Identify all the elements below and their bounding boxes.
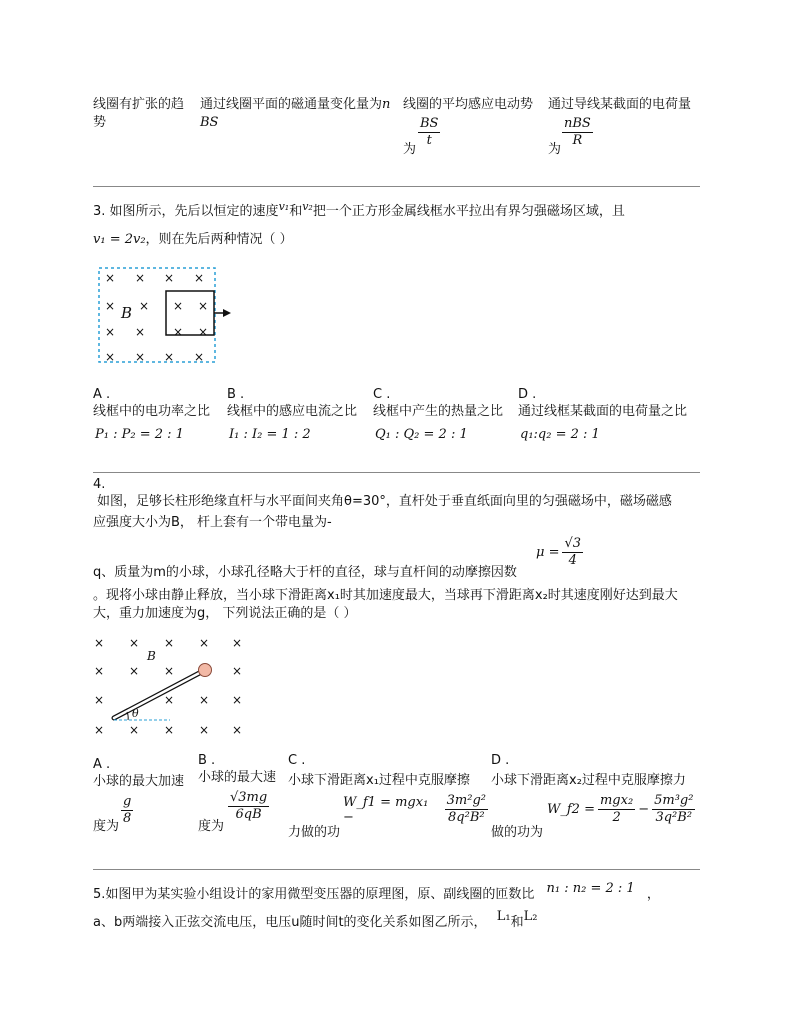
cross-icon: × [199, 723, 210, 737]
q4-figure [92, 632, 252, 738]
option-formula: P₁ : P₂ = 2 : 1 [95, 427, 184, 442]
option-text: 线框中产生的热量之比 [373, 404, 504, 419]
option-text: 做的功为 [491, 825, 544, 840]
cross-icon: × [135, 325, 146, 339]
question-divider [93, 472, 700, 473]
q3-figure [97, 266, 233, 364]
option-fraction [652, 793, 695, 826]
fraction-denominator: 4 [568, 553, 577, 568]
q4-option-b[interactable] [198, 752, 288, 836]
fraction-numerator: g [123, 794, 132, 809]
option-text: 度为 [198, 819, 225, 834]
option-letter: C . [288, 753, 306, 768]
q3-number: 3. [93, 204, 106, 219]
q2-option-b-text-1: 通过线圈平面的磁通量变化量为n [200, 97, 391, 112]
option-fraction [228, 790, 269, 823]
cross-icon: × [105, 271, 116, 285]
fraction-numerator: 5m³g² [654, 793, 694, 808]
cross-icon: × [94, 664, 105, 678]
cross-icon: × [129, 664, 140, 678]
fraction-numerator: √3 [564, 536, 582, 551]
option-letter: D . [491, 753, 510, 768]
option-fraction [445, 793, 488, 826]
option-formula: W_f1 = mgx₁ − $\frac{\text{3m²g²}}{\text{8q²B²}}$ [343, 793, 486, 825]
q2-option-b-formula: BS [200, 115, 219, 130]
cross-icon: × [139, 299, 150, 313]
option-formula: W_f2 = $\frac{\text{mgx₂}}{2}$ − $\frac{\text{5m³g²}}{\text{3q²B²}}$ [547, 793, 694, 825]
q2-option-d-text: 通过导线某截面的电荷量 [548, 97, 692, 112]
cross-icon: × [164, 664, 175, 678]
cross-icon: × [105, 299, 116, 313]
cross-icon: × [232, 693, 243, 707]
q5-stem-line-1: 5.如图甲为某实验小组设计的家用微型变压器的原理图，原、副线圈的匝数比 n₁ : n₂ = 2 : 1 ， [93, 881, 660, 902]
option-text: 线框中的感应电流之比 [227, 404, 358, 419]
mu-fraction [562, 536, 583, 569]
option-text: 通过线框某截面的电荷量之比 [518, 404, 688, 419]
cross-icon: × [232, 723, 243, 737]
fraction-denominator: t [426, 133, 432, 148]
option-formula: q₁:q₂ = 2 : 1 [520, 427, 600, 442]
q5-turns-ratio: n₁ : n₂ = 2 : 1 [546, 881, 635, 896]
cross-icon: × [232, 636, 243, 650]
fraction-numerator: 3m²g² [446, 793, 486, 808]
cross-icon: × [164, 723, 175, 737]
q3-condition: v₁ = 2v₂ [93, 232, 146, 247]
option-letter: A . [93, 757, 111, 772]
fraction-denominator: 6qB [235, 807, 262, 822]
q2-option-c-fraction [418, 116, 440, 149]
q3-stem-line-1: 3. 如图所示，先后以恒定的速度$^{v_1}$和$^{v_2}$把一个正方形金属线框水平拉出有界匀强磁场区域，且 [93, 200, 625, 219]
q4-friction-coefficient: μ = $\frac{√3}{4}$ [536, 536, 582, 568]
q2-option-c-text: 线圈的平均感应电动势 [403, 97, 534, 112]
option-letter: B . [198, 753, 216, 768]
q2-option-c-wei: 为 [403, 142, 417, 157]
fraction-numerator: √3mg [230, 790, 268, 805]
fraction-denominator: 8 [123, 811, 132, 826]
q4-option-c[interactable] [288, 752, 488, 842]
q4-number: 4. [93, 477, 106, 492]
option-letter: C . [373, 387, 391, 402]
fraction-denominator: 8q²B² [448, 810, 485, 825]
q4-option-d[interactable] [491, 752, 706, 842]
q2-option-a-text-2: 势 [93, 115, 107, 130]
angle-label-theta: θ [132, 707, 139, 720]
cross-icon: × [173, 299, 184, 313]
question-divider [93, 869, 700, 870]
q5-stem-line-2: a、b两端接入正弦交流电压，电压u随时间t的变化关系如图乙所示， L₁和L₂ [93, 909, 538, 930]
option-letter: A . [93, 387, 111, 402]
fraction-denominator: 3q²B² [655, 810, 693, 825]
cross-icon: × [135, 350, 146, 364]
option-fraction [121, 794, 133, 827]
q4-stem-line-3: q、质量为m的小球，小球孔径略大于杆的直径，球与直杆间的动摩擦因数 [93, 565, 517, 580]
fraction-numerator: nBS [564, 116, 591, 131]
cross-icon: × [94, 693, 105, 707]
option-letter: D . [518, 387, 537, 402]
option-formula: Q₁ : Q₂ = 2 : 1 [375, 427, 468, 442]
cross-icon: × [198, 325, 209, 339]
cross-icon: × [105, 325, 116, 339]
cross-icon: × [164, 693, 175, 707]
fraction-denominator: 2 [612, 810, 621, 825]
option-fraction [598, 793, 635, 826]
cross-icon: × [232, 664, 243, 678]
q4-stem-line-4: 。现将小球由静止释放，当小球下滑距离x₁时其加速度最大，当球再下滑距离x₂时其速度刚好达到最大 [93, 588, 678, 603]
q2-option-a-text-1: 线圈有扩张的趋 [93, 97, 185, 112]
cross-icon: × [199, 693, 210, 707]
q4-stem-line-1: 如图，足够长柱形绝缘直杆与水平面间夹角θ=30°，直杆处于垂直纸面向里的匀强磁场中，磁场磁感 [97, 494, 672, 509]
cross-icon: × [164, 636, 175, 650]
option-letter: B . [227, 387, 245, 402]
fraction-numerator: mgx₂ [599, 793, 634, 808]
cross-icon: × [129, 636, 140, 650]
q3-stem-line-2: v₁ = 2v₂，则在先后两种情况（ ） [93, 232, 293, 247]
cross-icon: × [194, 350, 205, 364]
option-text: 小球的最大速 [198, 770, 277, 785]
field-label-b: B [121, 304, 133, 322]
cross-icon: × [194, 271, 205, 285]
cross-icon: × [164, 271, 175, 285]
lamp-l2-label: L₂ [523, 909, 538, 924]
option-text: 小球下滑距离x₂过程中克服摩擦力 [491, 773, 686, 788]
q4-stem-line-5: 大，重力加速度为g， 下列说法正确的是（ ） [93, 606, 357, 621]
option-text: 力做的功 [288, 825, 341, 840]
option-text: 度为 [93, 819, 120, 834]
cross-icon: × [198, 299, 209, 313]
q4-stem-line-2: 应强度大小为B， 杆上套有一个带电量为- [93, 515, 332, 530]
option-text: 小球下滑距离x₁过程中克服摩擦 [288, 773, 470, 788]
cross-icon: × [164, 350, 175, 364]
cross-icon: × [94, 636, 105, 650]
fraction-denominator: R [572, 133, 583, 148]
cross-icon: × [135, 271, 146, 285]
cross-icon: × [199, 636, 210, 650]
q2-option-d-fraction [562, 116, 593, 149]
cross-icon: × [105, 350, 116, 364]
option-formula: I₁ : I₂ = 1 : 2 [229, 427, 311, 442]
field-label-b: B [147, 649, 156, 663]
q2-option-d-wei: 为 [548, 142, 562, 157]
lamp-l1-label: L₁ [496, 909, 511, 924]
q4-option-a[interactable] [93, 756, 193, 836]
fraction-numerator: BS [420, 116, 439, 131]
cross-icon: × [129, 723, 140, 737]
cross-icon: × [173, 325, 184, 339]
question-divider [93, 186, 700, 187]
option-text: 线框中的电功率之比 [93, 404, 211, 419]
option-text: 小球的最大加速 [93, 774, 185, 789]
cross-icon: × [94, 723, 105, 737]
